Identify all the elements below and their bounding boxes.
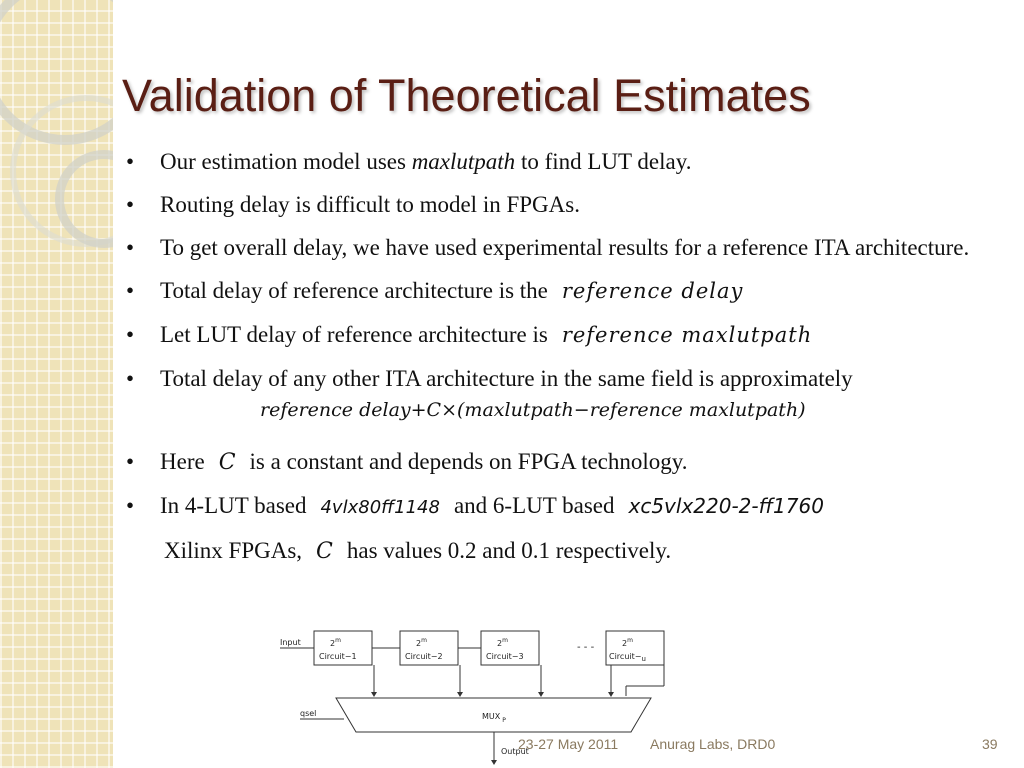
- bullet-item: • Let LUT delay of reference architecture is reference maxlutpath: [122, 318, 1002, 352]
- svg-text:2m: 2$^m$: [622, 637, 633, 648]
- ellipsis: - - -: [577, 642, 595, 653]
- footer-organization: Anurag Labs, DRD0: [650, 736, 776, 752]
- svg-text:2m: 2$^m$: [497, 637, 508, 648]
- footer-date: 23-27 May 2011: [518, 736, 619, 752]
- bullet-item: • Total delay of any other ITA architecture in the same field is approximately reference delay+C×(maxlutpath−reference maxlutpath): [122, 362, 1002, 425]
- bullet-list: [122, 145, 1002, 568]
- math-reference-delay: reference delay: [561, 279, 744, 303]
- svg-text:2m: 2$^m$: [416, 637, 427, 648]
- math-reference-maxlutpath: reference maxlutpath: [561, 323, 813, 347]
- svg-text:2m: 2$^m$: [330, 637, 341, 648]
- svg-text:Circuit−2: Circuit−2: [405, 652, 443, 661]
- bullet-item: • Routing delay is difficult to model in FPGAs.: [122, 188, 1002, 221]
- svg-text:MUXP: MUX $_P$: [482, 712, 506, 724]
- qsel-label: qsel: [300, 709, 317, 718]
- svg-text:Circuit−3: Circuit−3: [486, 652, 524, 661]
- input-label: Input: [280, 638, 301, 647]
- circuit-block-last: [606, 631, 664, 665]
- delay-formula: reference delay+C×(maxlutpath−reference maxlutpath): [260, 399, 806, 421]
- bullet-continuation: Xilinx FPGAs, C has values 0.2 and 0.1 respectively.: [164, 538, 672, 564]
- page-number: 39: [982, 736, 998, 752]
- svg-text:Circuit−u: Circuit−u: [609, 652, 646, 663]
- circuit-block-3: [481, 631, 539, 665]
- fpga-part-4lut: 4vlx80ff1148: [320, 497, 440, 518]
- decorative-sidebar: [0, 0, 113, 768]
- fpga-part-6lut: xc5vlx220-2-ff1760: [628, 494, 824, 518]
- constant-c: C: [218, 450, 236, 475]
- circuit-block-2: [400, 631, 458, 665]
- bullet-item: • Here C is a constant and depends on FPGA technology.: [122, 445, 1002, 479]
- bullet-item: • In 4-LUT based 4vlx80ff1148 and 6-LUT based xc5vlx220-2-ff1760: [122, 489, 1002, 524]
- bullet-item: • Our estimation model uses maxlutpath to find LUT delay.: [122, 145, 1002, 178]
- slide-title: Validation of Theoretical Estimates: [122, 70, 811, 121]
- constant-c: C: [316, 539, 333, 564]
- bullet-item: • To get overall delay, we have used experimental results for a reference ITA architecture.: [122, 231, 1002, 264]
- svg-text:Circuit−1: Circuit−1: [319, 652, 357, 661]
- output-label: Output: [501, 747, 529, 756]
- bullet-item: • Total delay of reference architecture is the reference delay: [122, 274, 1002, 308]
- circuit-block-1: [314, 631, 372, 665]
